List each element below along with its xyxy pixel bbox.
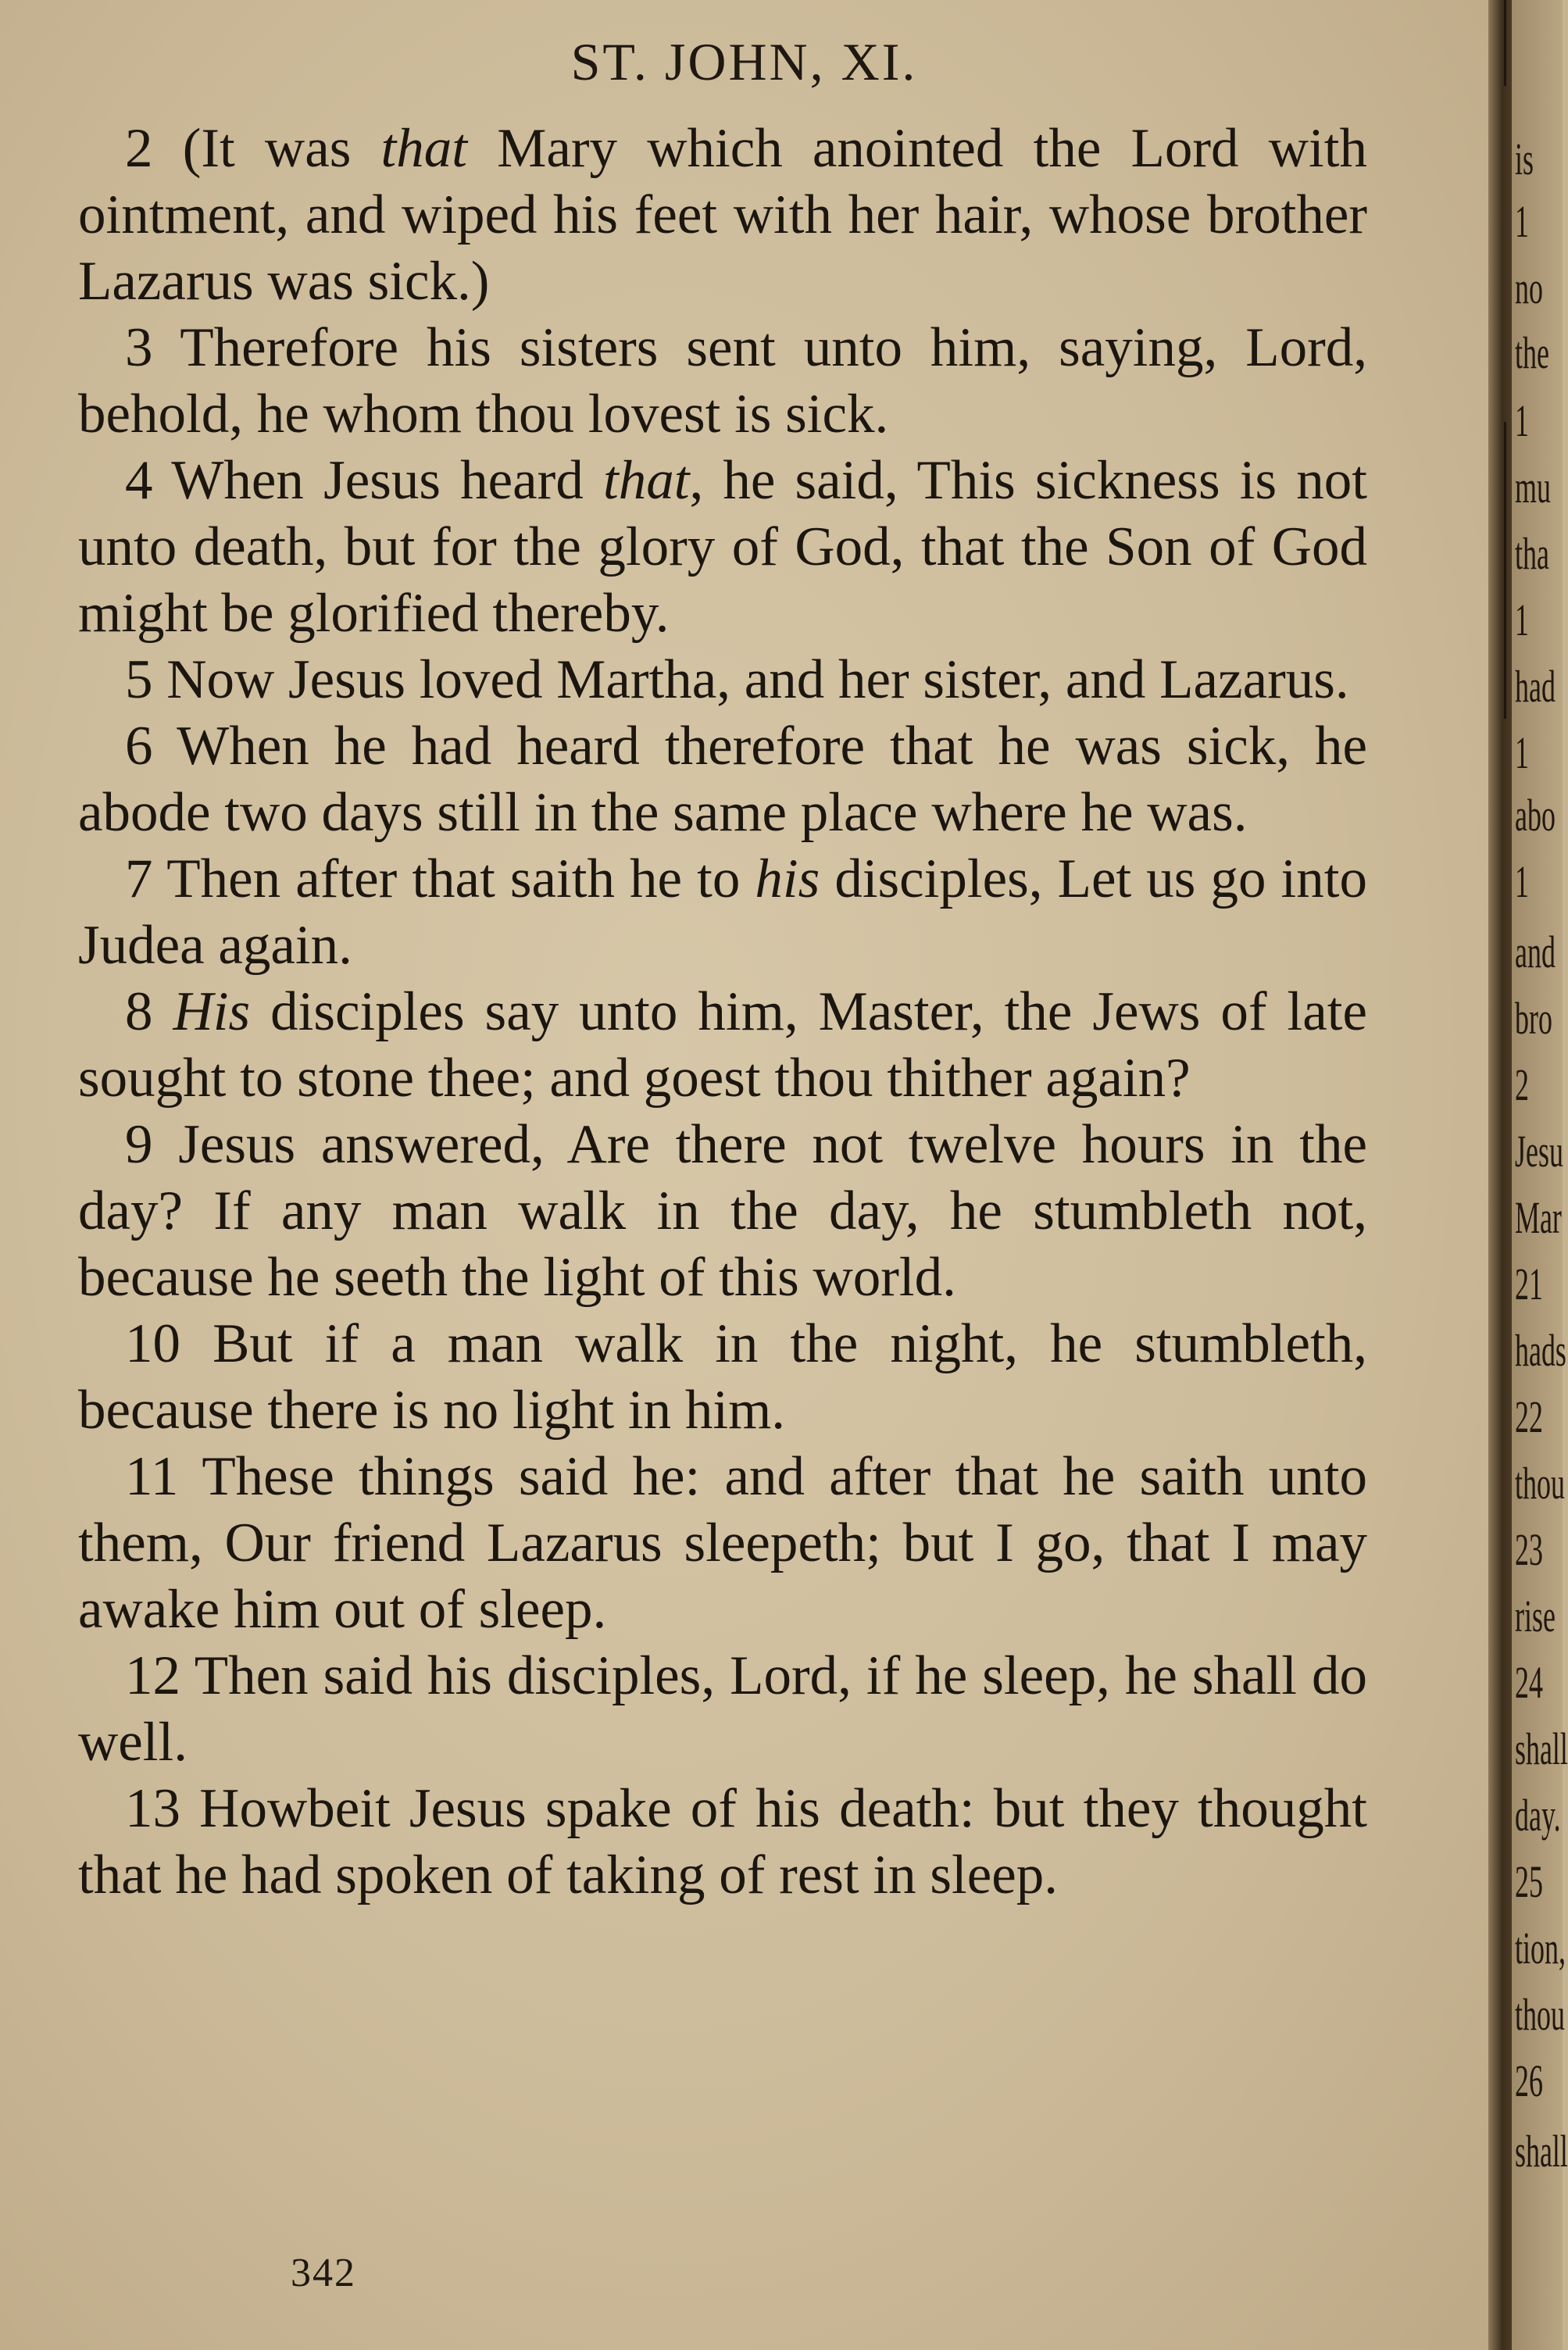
verse bbox=[78, 1643, 1367, 1776]
verse bbox=[78, 713, 1367, 846]
verse bbox=[78, 315, 1367, 448]
verse-text: disciples, Let us go into Judea again. bbox=[78, 848, 1367, 976]
adjacent-page-fragment: 2 bbox=[1515, 1059, 1529, 1110]
verse bbox=[78, 647, 1367, 713]
adjacent-page-fragment: 22 bbox=[1515, 1391, 1543, 1442]
page-number: 342 bbox=[291, 2251, 356, 2295]
verse-text: 8 bbox=[125, 981, 173, 1042]
adjacent-page-fragment: 1 bbox=[1515, 727, 1529, 778]
adjacent-page-fragment: tion, bbox=[1515, 1923, 1566, 1973]
verse bbox=[78, 116, 1367, 315]
verse-text: 4 When Jesus heard bbox=[125, 450, 603, 511]
italic-word: His bbox=[173, 981, 251, 1042]
italic-word: that bbox=[602, 450, 690, 511]
adjacent-page-fragment: 25 bbox=[1515, 1856, 1543, 1907]
adjacent-page-fragment: mu bbox=[1515, 462, 1551, 512]
adjacent-page-fragment: is bbox=[1515, 134, 1534, 184]
scripture-text bbox=[78, 116, 1367, 1909]
adjacent-page-fragment: hads bbox=[1515, 1325, 1566, 1376]
verse bbox=[78, 1776, 1367, 1909]
adjacent-page-fragment: 1 bbox=[1515, 395, 1529, 446]
verse-text: 5 Now Jesus loved Martha, and her sister, and Lazarus. bbox=[125, 649, 1349, 710]
verse-text: , he said, This sickness is not unto death, but for the glory of God, that the Son of God might be glorified thereby. bbox=[78, 450, 1367, 644]
adjacent-page-fragment: Jesu bbox=[1515, 1126, 1563, 1177]
verse-text: 9 Jesus answered, Are there not twelve hours in the day? If any man walk in the day, he stumbleth not, because he seeth the light of this world. bbox=[78, 1114, 1367, 1308]
gutter-shadow-line bbox=[1504, 422, 1506, 719]
adjacent-page-fragment: Mar bbox=[1515, 1192, 1562, 1243]
verse-text: 13 Howbeit Jesus spake of his death: but they thought that he had spoken of taking of rest in sleep. bbox=[78, 1778, 1367, 1905]
adjacent-page-fragment: and bbox=[1515, 927, 1555, 977]
gutter-shadow-line bbox=[1504, 0, 1506, 86]
adjacent-page-fragment: thou bbox=[1515, 1458, 1565, 1509]
adjacent-page-fragment: shall bbox=[1515, 1723, 1568, 1774]
book-gutter bbox=[1488, 0, 1512, 2350]
verse bbox=[78, 1112, 1367, 1311]
adjacent-page-fragment: 1 bbox=[1515, 595, 1529, 645]
verse-text: 11 These things said he: and after that he saith unto them, Our friend Lazarus sleepeth; but I go, that I may awake him out of sleep. bbox=[78, 1446, 1367, 1640]
adjacent-page-fragment: 24 bbox=[1515, 1657, 1543, 1708]
verse-text: 10 But if a man walk in the night, he stumbleth, because there is no light in him. bbox=[78, 1313, 1367, 1441]
adjacent-page-fragment: 26 bbox=[1515, 2055, 1543, 2106]
verse bbox=[78, 846, 1367, 979]
verse bbox=[78, 448, 1367, 647]
verse-text: 2 (It was bbox=[125, 118, 381, 179]
adjacent-page-fragment: bro bbox=[1515, 993, 1552, 1044]
verse-text: 6 When he had heard therefore that he was sick, he abode two days still in the same place where he was. bbox=[78, 716, 1367, 843]
verse-text: 3 Therefore his sisters sent unto him, saying, Lord, behold, he whom thou lovest is sick. bbox=[78, 317, 1367, 445]
verse-text: Mary which anointed the Lord with ointment, and wiped his feet with her hair, whose brother Lazarus was sick.) bbox=[78, 118, 1367, 312]
adjacent-page-fragment: day. bbox=[1515, 1790, 1561, 1841]
adjacent-page-fragment: 21 bbox=[1515, 1259, 1543, 1309]
italic-word: that bbox=[380, 118, 467, 179]
adjacent-page-fragment: thou bbox=[1515, 1989, 1565, 2040]
adjacent-page-fragment: 1 bbox=[1515, 856, 1529, 907]
italic-word: his bbox=[755, 848, 820, 909]
adjacent-page-fragment: tha bbox=[1515, 528, 1549, 579]
adjacent-page-edge bbox=[1512, 0, 1568, 2350]
adjacent-page-fragment: abo bbox=[1515, 790, 1555, 841]
running-head: ST. JOHN, XI. bbox=[570, 32, 918, 91]
verse-text: disciples say unto him, Master, the Jews of late sought to stone thee; and goest thou thither again? bbox=[78, 981, 1367, 1109]
adjacent-page-fragment: rise bbox=[1515, 1591, 1555, 1641]
adjacent-page-fragment: shall bbox=[1515, 2126, 1568, 2177]
adjacent-page-fragment: no bbox=[1515, 262, 1543, 313]
verse-text: 12 Then said his disciples, Lord, if he sleep, he shall do well. bbox=[78, 1645, 1367, 1773]
adjacent-page-fragment: 23 bbox=[1515, 1524, 1543, 1575]
adjacent-page-fragment: had bbox=[1515, 661, 1555, 712]
verse bbox=[78, 1311, 1367, 1444]
verse bbox=[78, 979, 1367, 1112]
adjacent-page-fragment: the bbox=[1515, 327, 1549, 378]
verse bbox=[78, 1444, 1367, 1643]
adjacent-page-fragment: 1 bbox=[1515, 196, 1529, 247]
verse-text: 7 Then after that saith he to bbox=[125, 848, 755, 909]
